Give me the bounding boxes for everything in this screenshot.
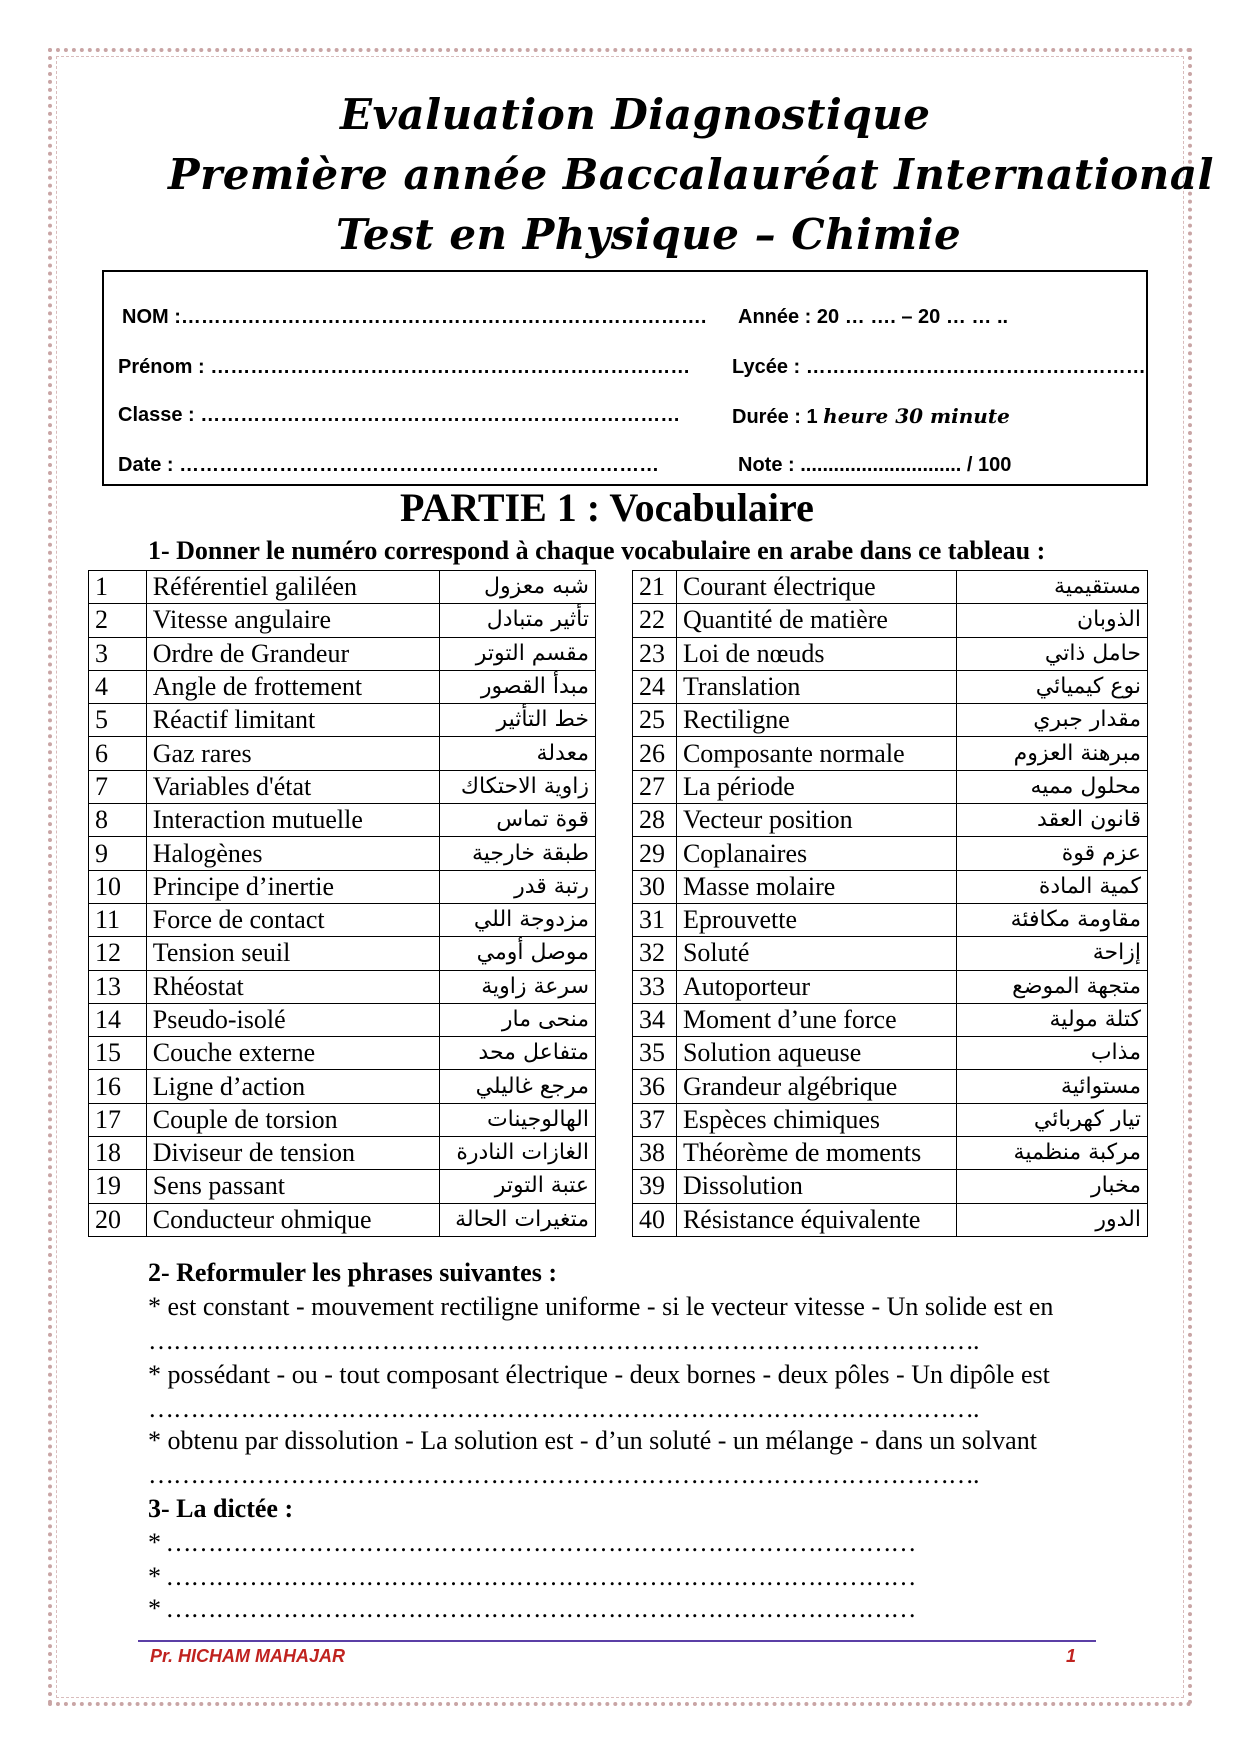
term-fr: Rectiligne (676, 704, 956, 737)
table-row (633, 1037, 1148, 1070)
row-number: 12 (89, 937, 147, 970)
term-fr: Tension seuil (146, 937, 439, 970)
sentence-1: * est constant - mouvement rectiligne uniforme - si le vecteur vitesse - Un solide est en (148, 1292, 1054, 1321)
row-number: 24 (633, 670, 677, 703)
table-row (633, 637, 1148, 670)
term-ar[interactable]: قوة تماس (440, 804, 596, 837)
table-row (633, 737, 1148, 770)
table-row (633, 1170, 1148, 1203)
table-row (633, 1070, 1148, 1103)
duree-value: heure 30 minute (823, 404, 1010, 428)
note-field[interactable]: Note : ............................. / 100 (738, 454, 1012, 476)
term-ar[interactable]: متجهة الموضع (956, 970, 1147, 1003)
table-row (89, 1137, 596, 1170)
term-fr: Dissolution (676, 1170, 956, 1203)
term-fr: Gaz rares (146, 737, 439, 770)
annee-field[interactable]: Année : 20 … …. – 20 … … .. (738, 306, 1009, 328)
table-row (89, 1037, 596, 1070)
row-number: 9 (89, 837, 147, 870)
table-row (89, 1203, 596, 1236)
term-fr: Force de contact (146, 903, 439, 936)
sentence-2: * possédant - ou - tout composant électrique - deux bornes - deux pôles - Un dipôle est (148, 1360, 1050, 1389)
row-number: 39 (633, 1170, 677, 1203)
row-number: 36 (633, 1070, 677, 1103)
term-ar[interactable]: رتبة قدر (440, 870, 596, 903)
term-fr: Quantité de matière (676, 604, 956, 637)
sentence-3: * obtenu par dissolution - La solution est - d’un soluté - un mélange - dans un solvant (148, 1426, 1037, 1455)
term-fr: Couple de torsion (146, 1103, 439, 1136)
table-row (89, 737, 596, 770)
table-row (89, 670, 596, 703)
term-ar[interactable]: مقاومة مكافئة (956, 903, 1147, 936)
table-row (89, 604, 596, 637)
term-fr: Diviseur de tension (146, 1137, 439, 1170)
vocab-table-right (632, 570, 1148, 1237)
term-fr: Coplanaires (676, 837, 956, 870)
term-fr: Masse molaire (676, 870, 956, 903)
question-3-heading: 3- La dictée : (148, 1494, 294, 1523)
row-number: 30 (633, 870, 677, 903)
row-number: 10 (89, 870, 147, 903)
term-fr: Autoporteur (676, 970, 956, 1003)
term-ar[interactable]: منحى مار (440, 1003, 596, 1036)
row-number: 28 (633, 804, 677, 837)
subtitle-subject: Test en Physique – Chimie (336, 210, 962, 259)
main-title: Evaluation Diagnostique (340, 90, 931, 139)
term-ar[interactable]: مقدار جبري (956, 704, 1147, 737)
row-number: 1 (89, 571, 147, 604)
term-ar[interactable]: كمية المادة (956, 870, 1147, 903)
row-number: 16 (89, 1070, 147, 1103)
table-row (633, 1137, 1148, 1170)
row-number: 15 (89, 1037, 147, 1070)
partie-1-title: PARTIE 1 : Vocabulaire (400, 485, 814, 530)
term-ar[interactable]: مبدأ القصور (440, 670, 596, 703)
term-fr: Composante normale (676, 737, 956, 770)
term-ar[interactable]: إزاحة (956, 937, 1147, 970)
term-fr: Translation (676, 670, 956, 703)
table-row (633, 571, 1148, 604)
term-ar[interactable]: معدلة (440, 737, 596, 770)
term-ar[interactable]: الغازات النادرة (440, 1137, 596, 1170)
table-row (89, 571, 596, 604)
term-fr: Ordre de Grandeur (146, 637, 439, 670)
table-row (89, 770, 596, 803)
term-fr: Courant électrique (676, 571, 956, 604)
term-ar[interactable]: مزدوجة اللي (440, 903, 596, 936)
term-ar[interactable]: حامل ذاتي (956, 637, 1147, 670)
table-row (89, 903, 596, 936)
row-number: 40 (633, 1203, 677, 1236)
table-row (633, 604, 1148, 637)
table-row (633, 837, 1148, 870)
term-ar[interactable]: تيار كهربائي (956, 1103, 1147, 1136)
nom-field[interactable]: NOM :……………………………………………………………………. (122, 306, 707, 328)
table-row (89, 704, 596, 737)
term-ar[interactable]: متغيرات الحالة (440, 1203, 596, 1236)
table-row (89, 804, 596, 837)
term-ar[interactable]: عزم قوة (956, 837, 1147, 870)
row-number: 18 (89, 1137, 147, 1170)
page-number: 1 (1066, 1646, 1077, 1666)
student-info-box (102, 270, 1148, 486)
table-row (89, 937, 596, 970)
table-row (89, 870, 596, 903)
subtitle-level: Première année Baccalauréat International (168, 150, 1214, 199)
term-fr: Variables d'état (146, 770, 439, 803)
dictee-line-3[interactable]: * ……………………………………………………………………………… (148, 1594, 916, 1623)
term-fr: Rhéostat (146, 970, 439, 1003)
term-ar[interactable]: موصل أومي (440, 937, 596, 970)
question-2-heading: 2- Reformuler les phrases suivantes : (148, 1258, 557, 1287)
term-fr: Grandeur algébrique (676, 1070, 956, 1103)
table-row (633, 1103, 1148, 1136)
table-row (633, 870, 1148, 903)
dictee-line-2[interactable]: * ……………………………………………………………………………… (148, 1562, 916, 1591)
term-ar[interactable]: نوع كيميائي (956, 670, 1147, 703)
lycee-field[interactable]: Lycée : …………………………………………… (732, 356, 1146, 378)
term-fr: Moment d’une force (676, 1003, 956, 1036)
table-row (633, 670, 1148, 703)
term-fr: Angle de frottement (146, 670, 439, 703)
term-fr: Principe d’inertie (146, 870, 439, 903)
row-number: 26 (633, 737, 677, 770)
term-fr: Vitesse angulaire (146, 604, 439, 637)
term-ar[interactable]: الذوبان (956, 604, 1147, 637)
row-number: 2 (89, 604, 147, 637)
date-field[interactable]: Date : ……………………………………………………………… (118, 454, 660, 476)
row-number: 21 (633, 571, 677, 604)
question-1-heading: 1- Donner le numéro correspond à chaque vocabulaire en arabe dans ce tableau : (148, 536, 1046, 565)
term-ar[interactable]: شبه معزول (440, 571, 596, 604)
term-fr: Sens passant (146, 1170, 439, 1203)
row-number: 31 (633, 903, 677, 936)
table-row (633, 770, 1148, 803)
term-ar[interactable]: مركبة منظمية (956, 1137, 1147, 1170)
row-number: 23 (633, 637, 677, 670)
prenom-field[interactable]: Prénom : ……………………………………………………………… (118, 356, 691, 378)
row-number: 13 (89, 970, 147, 1003)
row-number: 6 (89, 737, 147, 770)
term-ar[interactable]: كتلة مولية (956, 1003, 1147, 1036)
row-number: 17 (89, 1103, 147, 1136)
term-fr: Eprouvette (676, 903, 956, 936)
term-ar[interactable]: مذاب (956, 1037, 1147, 1070)
term-fr: La période (676, 770, 956, 803)
term-ar[interactable]: خط التأثير (440, 704, 596, 737)
term-ar[interactable]: قانون العقد (956, 804, 1147, 837)
term-ar[interactable]: مرجع غاليلي (440, 1070, 596, 1103)
row-number: 35 (633, 1037, 677, 1070)
term-ar[interactable]: زاوية الاحتكاك (440, 770, 596, 803)
answer-line-1[interactable]: ………………………………………………………………………………………. (148, 1326, 979, 1355)
term-fr: Soluté (676, 937, 956, 970)
row-number: 27 (633, 770, 677, 803)
table-row (89, 970, 596, 1003)
term-ar[interactable]: سرعة زاوية (440, 970, 596, 1003)
table-row (633, 903, 1148, 936)
term-fr: Solution aqueuse (676, 1037, 956, 1070)
term-ar[interactable]: مستوائية (956, 1070, 1147, 1103)
term-fr: Halogènes (146, 837, 439, 870)
term-fr: Réactif limitant (146, 704, 439, 737)
term-fr: Ligne d’action (146, 1070, 439, 1103)
row-number: 34 (633, 1003, 677, 1036)
term-ar[interactable]: الهالوجينات (440, 1103, 596, 1136)
row-number: 37 (633, 1103, 677, 1136)
term-fr: Vecteur position (676, 804, 956, 837)
table-row (89, 637, 596, 670)
row-number: 20 (89, 1203, 147, 1236)
term-ar[interactable]: مخبار (956, 1170, 1147, 1203)
row-number: 22 (633, 604, 677, 637)
term-ar[interactable]: محلول مميه (956, 770, 1147, 803)
term-fr: Conducteur ohmique (146, 1203, 439, 1236)
duree-label: Durée : 1 (732, 406, 824, 428)
row-number: 8 (89, 804, 147, 837)
table-row (633, 1203, 1148, 1236)
term-ar[interactable]: طبقة خارجية (440, 837, 596, 870)
row-number: 19 (89, 1170, 147, 1203)
table-row (89, 1170, 596, 1203)
table-row (89, 1003, 596, 1036)
table-row (89, 837, 596, 870)
row-number: 7 (89, 770, 147, 803)
row-number: 38 (633, 1137, 677, 1170)
row-number: 11 (89, 903, 147, 936)
row-number: 5 (89, 704, 147, 737)
term-fr: Interaction mutuelle (146, 804, 439, 837)
term-fr: Couche externe (146, 1037, 439, 1070)
term-ar[interactable]: متفاعل محد (440, 1037, 596, 1070)
term-fr: Pseudo-isolé (146, 1003, 439, 1036)
row-number: 14 (89, 1003, 147, 1036)
footer-author: Pr. HICHAM MAHAJAR (150, 1646, 346, 1666)
row-number: 32 (633, 937, 677, 970)
row-number: 4 (89, 670, 147, 703)
dictee-line-1[interactable]: * ……………………………………………………………………………… (148, 1528, 916, 1557)
duree-field (732, 404, 1010, 429)
table-row (89, 1103, 596, 1136)
classe-field[interactable]: Classe : ……………………………………………………………… (118, 404, 681, 426)
table-row (89, 1070, 596, 1103)
table-row (633, 804, 1148, 837)
term-fr: Loi de nœuds (676, 637, 956, 670)
vocab-table-left (88, 570, 596, 1237)
term-ar[interactable]: عتبة التوتر (440, 1170, 596, 1203)
term-ar[interactable]: مقسم التوتر (440, 637, 596, 670)
answer-line-2[interactable]: ………………………………………………………………………………………. (148, 1394, 979, 1423)
table-row (633, 704, 1148, 737)
row-number: 25 (633, 704, 677, 737)
term-ar[interactable]: الدور (956, 1203, 1147, 1236)
row-number: 29 (633, 837, 677, 870)
answer-line-3[interactable]: ………………………………………………………………………………………. (148, 1460, 979, 1489)
term-fr: Référentiel galiléen (146, 571, 439, 604)
footer-rule (138, 1640, 1096, 1642)
table-row (633, 1003, 1148, 1036)
table-row (633, 937, 1148, 970)
term-fr: Espèces chimiques (676, 1103, 956, 1136)
row-number: 3 (89, 637, 147, 670)
row-number: 33 (633, 970, 677, 1003)
term-ar[interactable]: مستقيمية (956, 571, 1147, 604)
term-fr: Théorème de moments (676, 1137, 956, 1170)
term-fr: Résistance équivalente (676, 1203, 956, 1236)
term-ar[interactable]: تأثير متبادل (440, 604, 596, 637)
term-ar[interactable]: مبرهنة العزوم (956, 737, 1147, 770)
table-row (633, 970, 1148, 1003)
